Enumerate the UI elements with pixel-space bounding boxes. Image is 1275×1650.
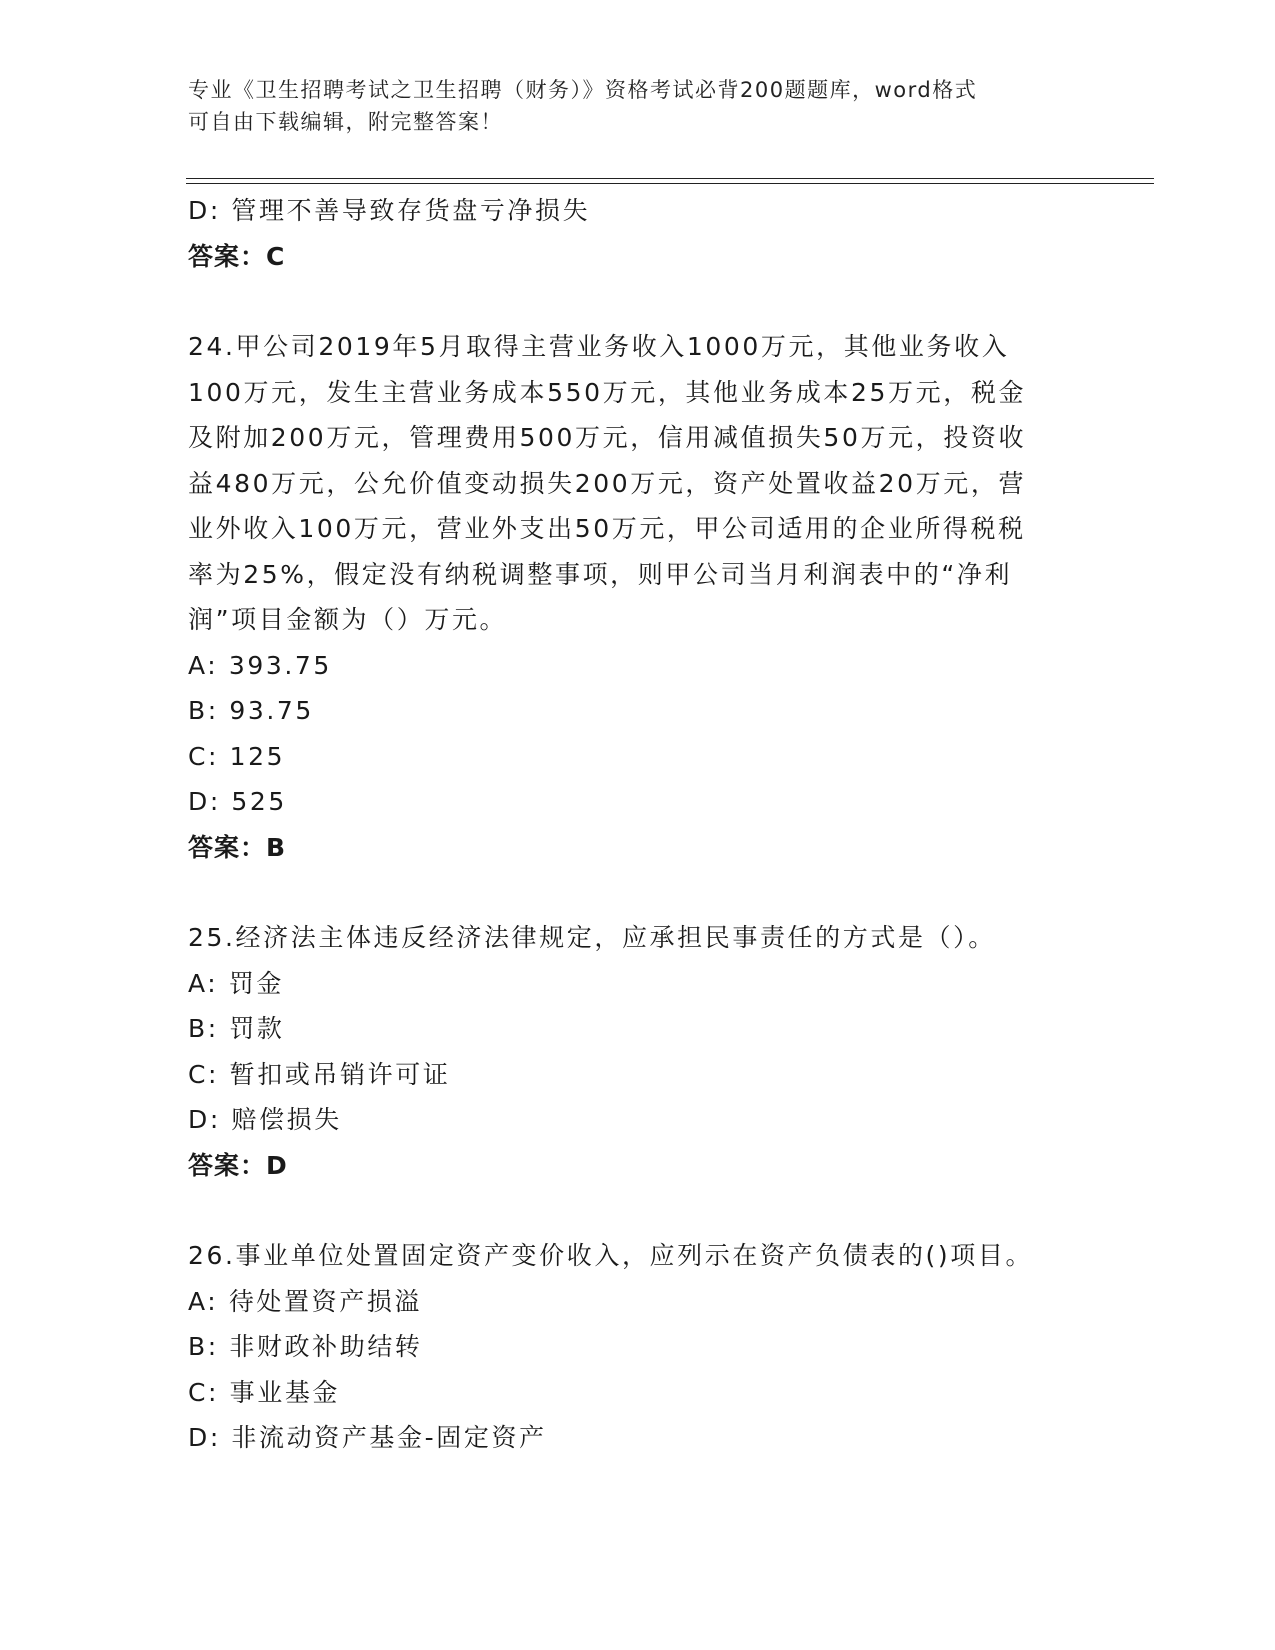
question-text-line: 100万元，发生主营业务成本550万元，其他业务成本25万元，税金	[188, 377, 1027, 407]
option-c: C: 事业基金	[188, 1377, 341, 1407]
spacer	[188, 279, 1088, 324]
option-d: D: 赔偿损失	[188, 1105, 342, 1134]
question-text-line: 26.事业单位处置固定资产变价收入，应列示在资产负债表的()项目。	[188, 1241, 1034, 1270]
question-text-line: 率为25%，假定没有纳税调整事项，则甲公司当月利润表中的“净利	[188, 559, 1013, 589]
answer-line: 答案：B	[188, 832, 287, 862]
option-a: A: 393.75	[188, 650, 332, 680]
page-header	[188, 74, 1068, 138]
question-24	[188, 324, 1088, 870]
question-text-line: 24.甲公司2019年5月取得主营业务收入1000万元，其他业务收入	[188, 332, 1010, 361]
header-divider-top	[186, 178, 1154, 179]
question-text-line: 业外收入100万元，营业外支出50万元，甲公司适用的企业所得税税	[188, 514, 1026, 543]
option-a: A: 待处置资产损溢	[188, 1286, 423, 1316]
answer-line: 答案：C	[188, 241, 286, 271]
option-a: A: 罚金	[188, 968, 285, 998]
spacer	[188, 870, 1088, 915]
header-line-1: 专业《卫生招聘考试之卫生招聘（财务）》资格考试必背200题题库，word格式	[188, 78, 978, 102]
spacer	[188, 1188, 1088, 1233]
header-line-2: 可自由下载编辑，附完整答案！	[188, 110, 503, 134]
answer-line: 答案：D	[188, 1150, 288, 1180]
option-b: B: 93.75	[188, 696, 314, 725]
header-divider-bottom	[186, 183, 1154, 184]
question-text-line: 及附加200万元，管理费用500万元，信用减值损失50万元，投资收	[188, 423, 1027, 452]
option-b: B: 罚款	[188, 1014, 285, 1043]
previous-question	[188, 188, 1088, 279]
option-c: C: 125	[188, 741, 286, 771]
question-26	[188, 1233, 1088, 1461]
option-c: C: 暂扣或吊销许可证	[188, 1059, 451, 1089]
option-d: D: 非流动资产基金-固定资产	[188, 1423, 547, 1452]
option-b: B: 非财政补助结转	[188, 1332, 423, 1361]
question-text-line: 25.经济法主体违反经济法律规定，应承担民事责任的方式是（）。	[188, 923, 996, 952]
question-content	[188, 188, 1088, 1461]
option-d: D: 525	[188, 787, 287, 816]
option-d: D: 管理不善导致存货盘亏净损失	[188, 196, 591, 225]
question-text-line: 益480万元，公允价值变动损失200万元，资产处置收益20万元，营	[188, 468, 1027, 498]
question-25	[188, 915, 1088, 1188]
question-text-line: 润”项目金额为（）万元。	[188, 605, 508, 634]
